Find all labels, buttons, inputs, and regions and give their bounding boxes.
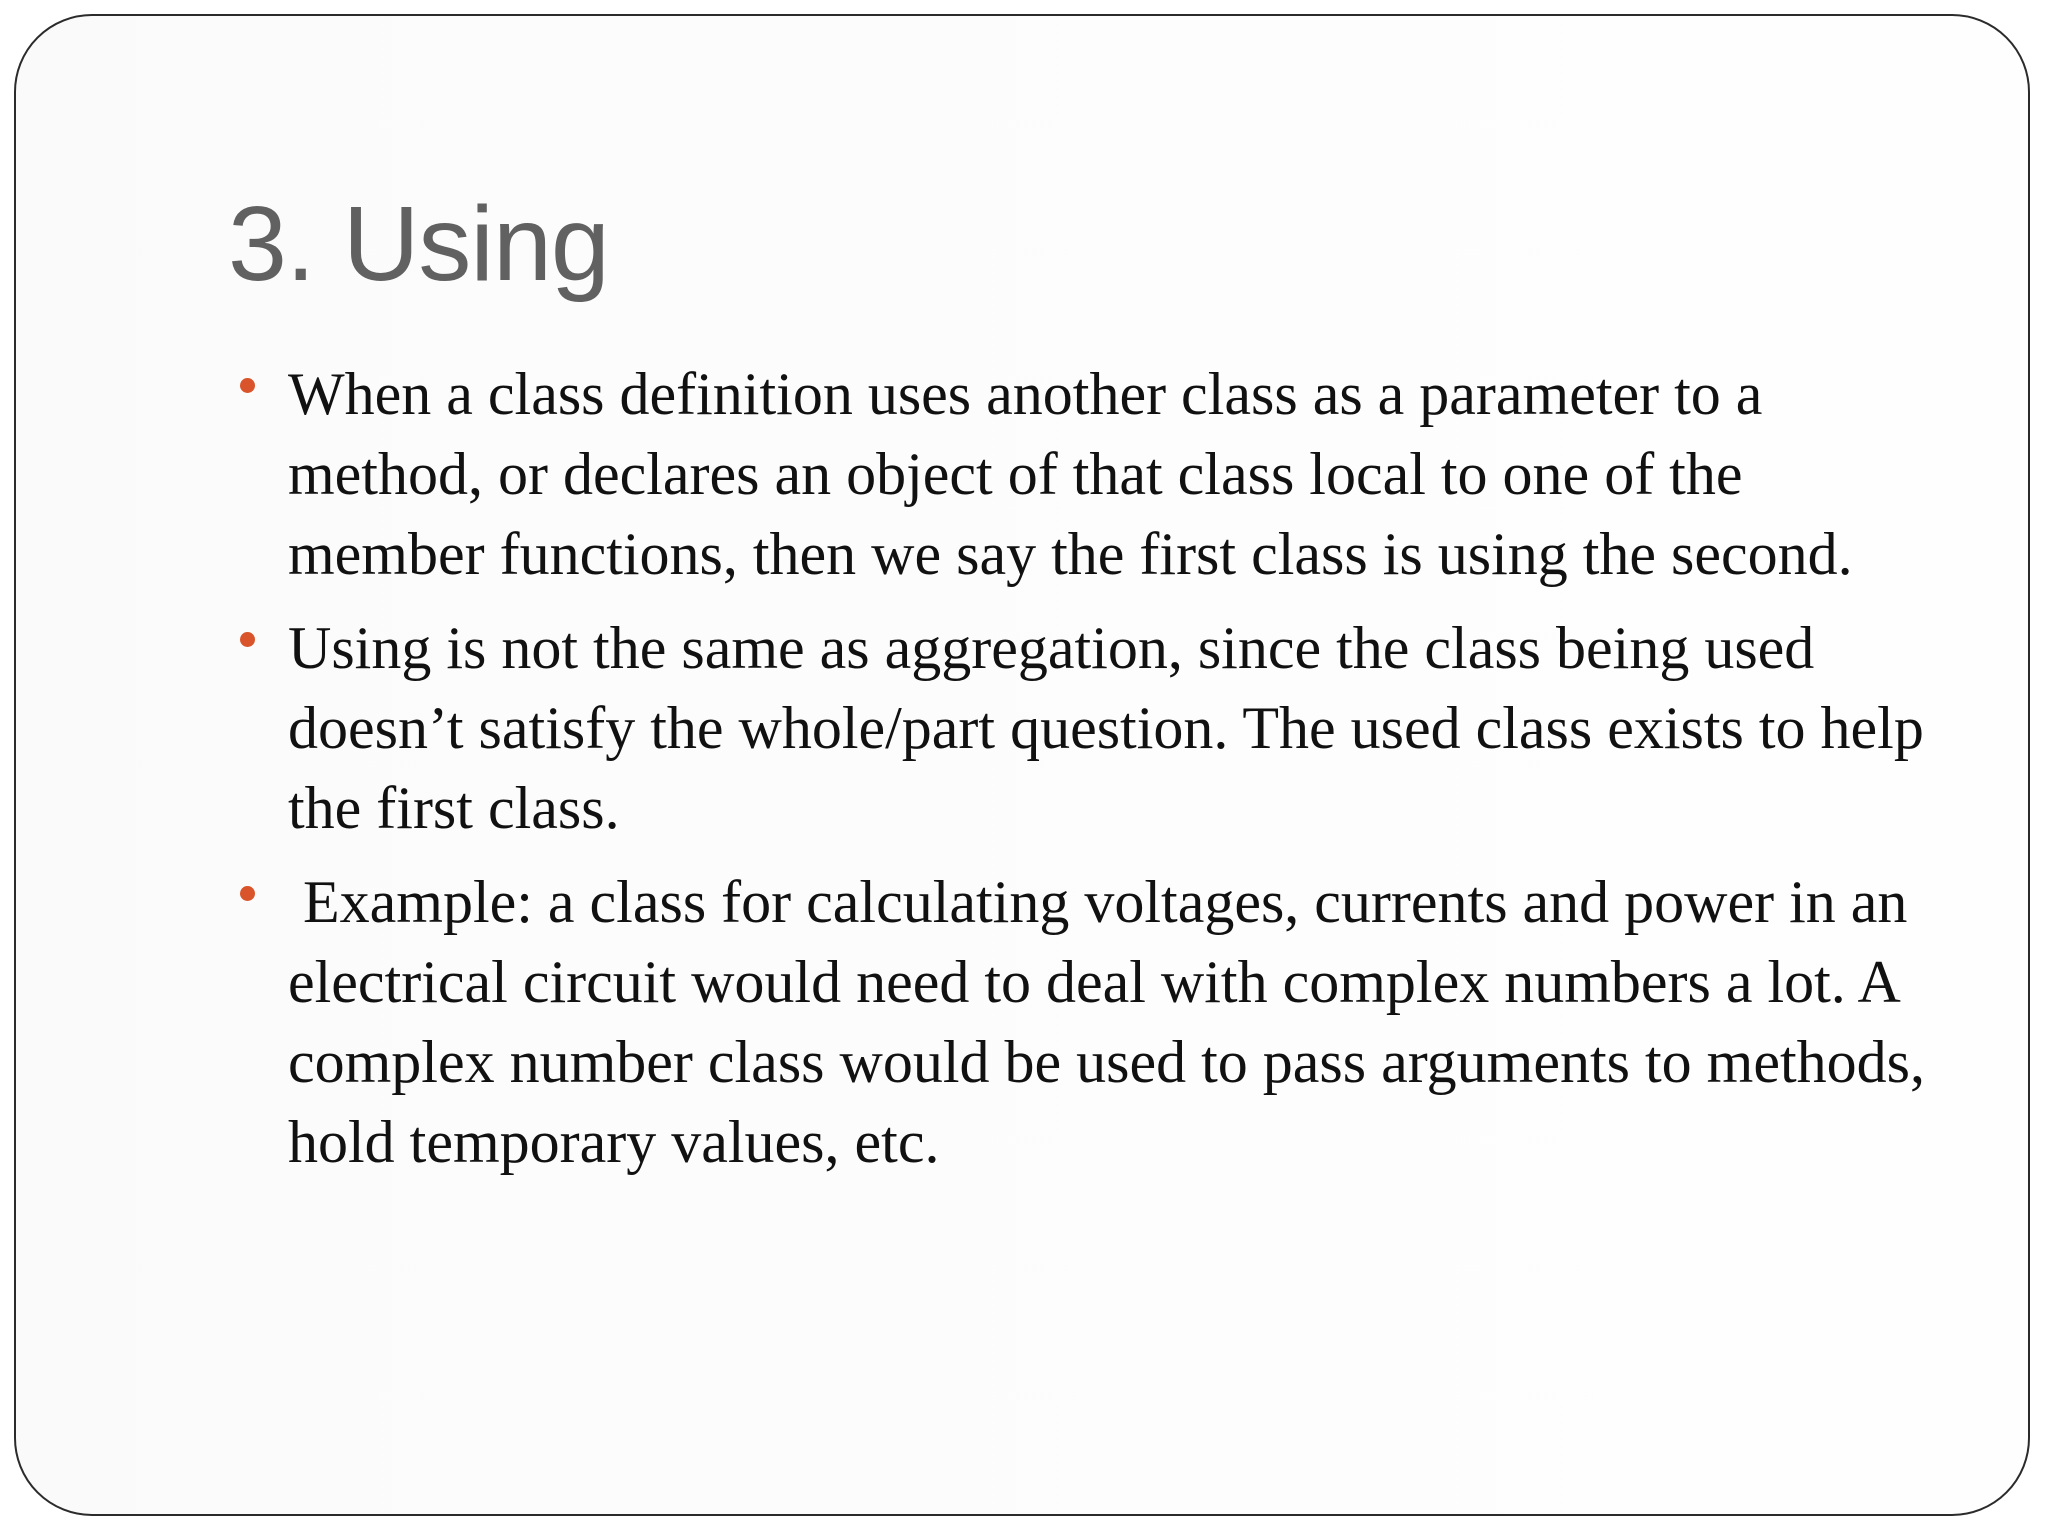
bullet-list <box>226 354 1946 1196</box>
bullet-item-using-definition <box>226 354 1946 594</box>
bullet-item-using-vs-aggregation <box>226 608 1946 848</box>
bullet-item-example <box>226 862 1946 1182</box>
bullet-dot-icon <box>240 886 255 901</box>
bullet-text: Using is not the same as aggregation, since the class being used doesn’t satisfy the whole/part question. The used class exists to help the first class. <box>288 615 1924 841</box>
bullet-dot-icon <box>240 632 255 647</box>
bullet-dot-icon <box>240 378 255 393</box>
slide <box>14 14 2030 1516</box>
bullet-text: When a class definition uses another class as a parameter to a method, or declares an object of that class local to one of the member functions, then we say the first class is using the second. <box>288 361 1853 587</box>
bullet-text: Example: a class for calculating voltages, currents and power in an electrical circuit would need to deal with complex numbers a lot. A complex number class would be used to pass arguments to methods, hold temporary values, etc. <box>288 869 1940 1175</box>
slide-title: 3. Using <box>228 185 609 303</box>
